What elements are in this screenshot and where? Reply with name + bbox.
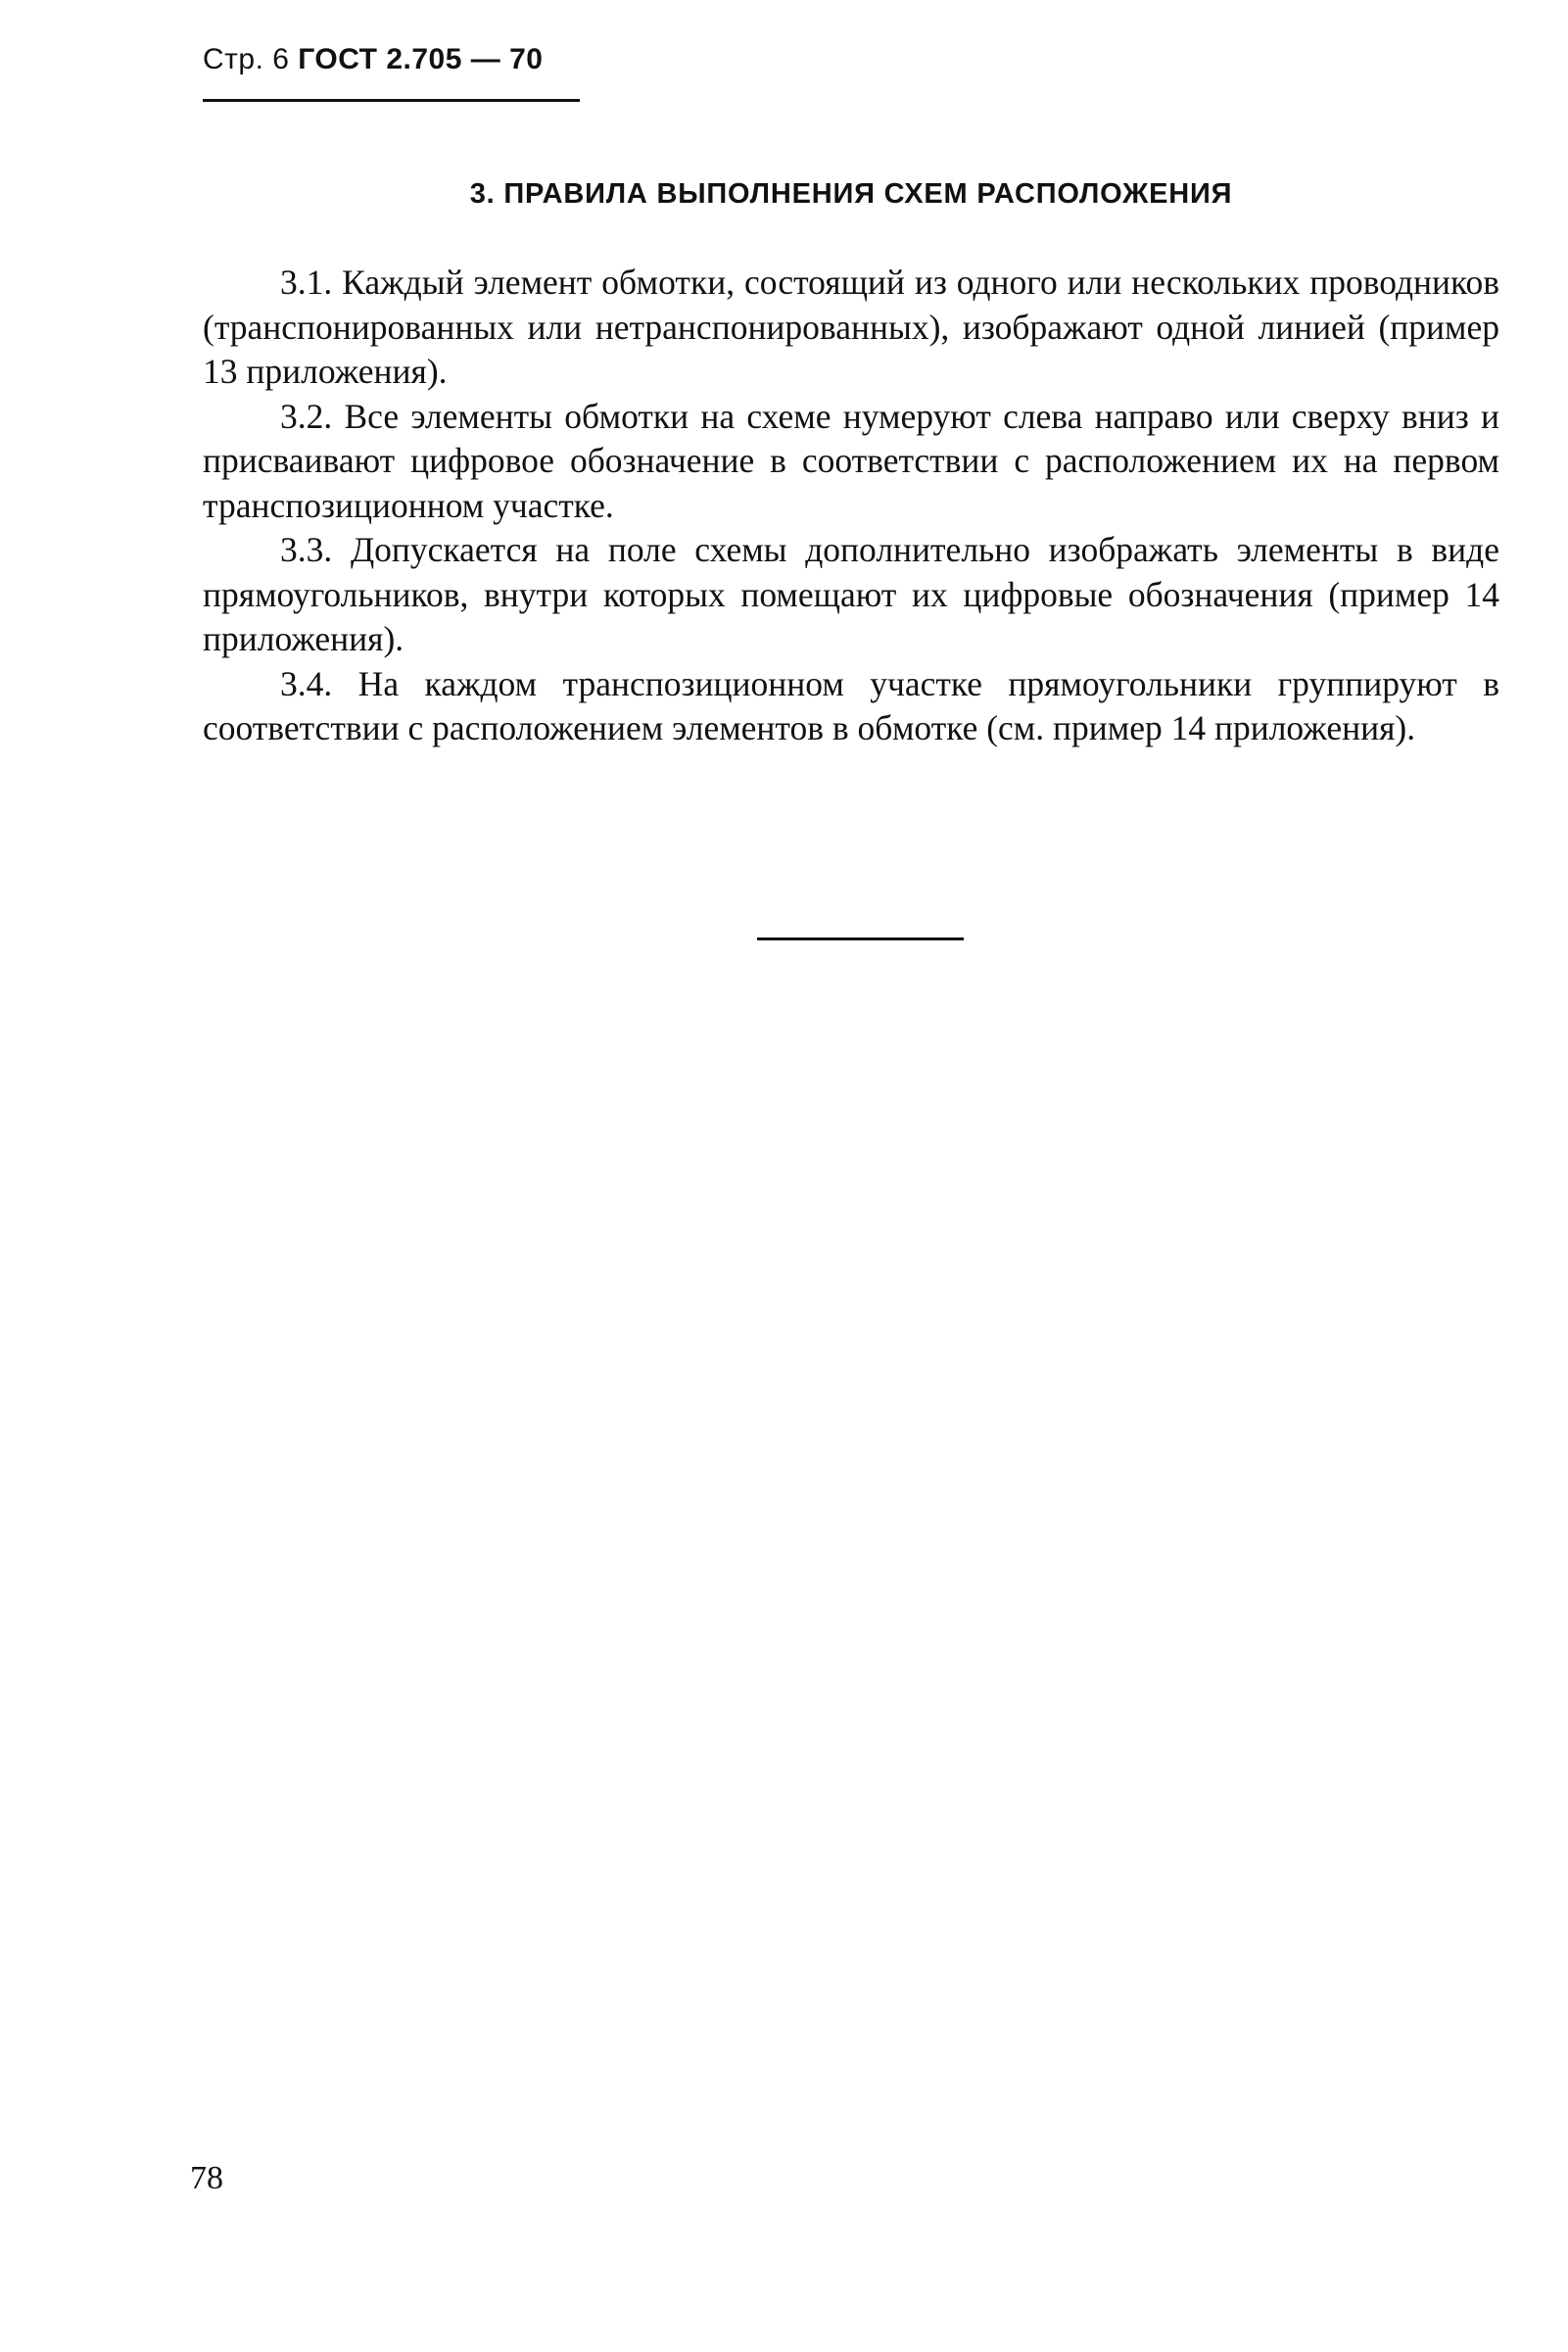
paragraph-3-1: 3.1. Каждый элемент обмотки, состоящий из одного или нескольких проводников (транспонированных или нетранспонированных), изображают одной линией (пример 13 приложения).	[203, 263, 1499, 391]
section-title: 3. ПРАВИЛА ВЫПОЛНЕНИЯ СХЕМ РАСПОЛОЖЕНИЯ	[469, 178, 1233, 210]
page-header	[203, 43, 543, 76]
standard-designation: ГОСТ 2.705 — 70	[298, 43, 544, 75]
paragraph-3-3: 3.3. Допускается на поле схемы дополнительно изображать элементы в виде прямоугольников, внутри которых помещают их цифровые обозначения (пример 14 приложения).	[203, 530, 1499, 658]
header-divider	[203, 99, 580, 102]
paragraph-3-4: 3.4. На каждом транспозиционном участке прямоугольники группируют в соответствии с расположением элементов в обмотке (см. пример 14 приложения).	[203, 663, 1499, 747]
section-end-divider	[757, 937, 964, 940]
paragraph-3-2: 3.2. Все элементы обмотки на схеме нумеруют слева направо или сверху вниз и присваивают цифровое обозначение в соответствии с расположением их на первом транспозиционном участке.	[203, 396, 1499, 525]
page-label: Стр. 6	[203, 43, 290, 75]
page-number: 78	[190, 2160, 223, 2196]
section-body	[203, 261, 1499, 751]
